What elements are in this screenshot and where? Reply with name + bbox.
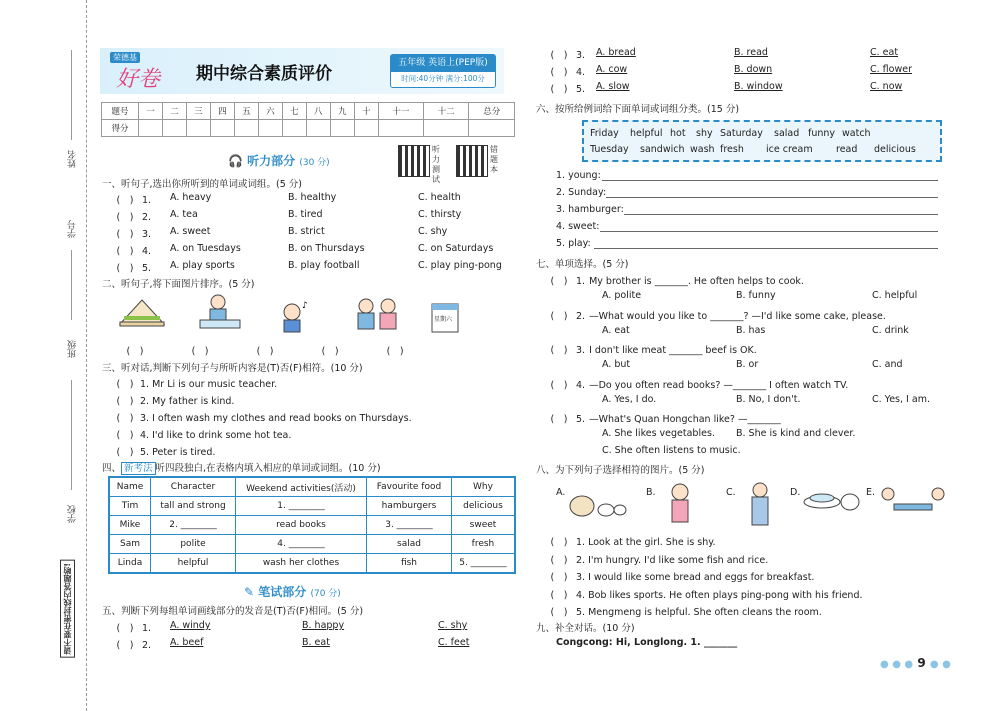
word-chip: fresh	[720, 144, 744, 155]
option-a[interactable]: A. She likes vegetables.	[602, 428, 715, 439]
table-cell: helpful	[151, 554, 236, 574]
qr-label: 听力测试	[432, 145, 440, 184]
question-number: 4.	[576, 67, 586, 78]
table-cell: tall and strong	[151, 497, 236, 516]
option-b[interactable]: B. happy	[302, 620, 345, 631]
fill-blank-cell[interactable]: 2. ________	[151, 516, 236, 535]
time-score: 时间:40分钟 满分:100分	[401, 74, 485, 83]
word-chip: Tuesday	[590, 144, 629, 155]
section-title: 六、按所给例词给下面单词或词组分类。(15 分)	[536, 104, 740, 115]
option-b[interactable]: B. window	[734, 81, 783, 92]
question-number: 5.	[142, 263, 152, 274]
option-a[interactable]: A. Yes, I do.	[602, 393, 657, 405]
score-cell: 得分	[102, 120, 139, 137]
column-header: Why	[451, 477, 515, 497]
listening-banner	[228, 152, 330, 169]
helpful-girl-picture	[738, 482, 782, 531]
score-input[interactable]	[162, 120, 186, 137]
option-b[interactable]: B. or	[736, 359, 759, 370]
answer-blank[interactable]: ( )	[550, 414, 568, 425]
answer-blank[interactable]: ( )	[550, 379, 568, 391]
writing-banner	[244, 583, 341, 600]
question-number: 5.	[576, 414, 586, 425]
word-chip: helpful	[630, 128, 663, 139]
score-cell: 一	[139, 103, 163, 120]
question-row	[112, 243, 494, 257]
question-number: 1.	[142, 623, 152, 634]
answer-blank[interactable]: ( )	[256, 346, 274, 357]
fish-rice-picture	[802, 482, 862, 515]
word-chip: wash	[690, 144, 715, 155]
question-number: 4.	[142, 246, 152, 257]
question-number: 4.	[576, 379, 586, 391]
writing-title: 笔试部分	[258, 585, 307, 599]
answer-blank[interactable]: ( )	[550, 276, 568, 287]
option-c[interactable]: C. on Saturdays	[418, 243, 494, 254]
word-chip: read	[836, 144, 858, 155]
score-input[interactable]	[424, 120, 469, 137]
word-chip: watch	[842, 128, 871, 139]
picture-label: A.	[556, 487, 566, 498]
table-cell: salad	[367, 535, 452, 554]
answer-blank[interactable]: ( )	[116, 229, 134, 240]
score-table	[101, 102, 515, 137]
answer-blank[interactable]: ( )	[191, 346, 209, 357]
score-input[interactable]	[186, 120, 210, 137]
option-c[interactable]: C. Yes, I am.	[872, 393, 930, 405]
word-chip: salad	[774, 128, 800, 139]
sentence-row	[546, 604, 822, 618]
table-cell: hamburgers	[367, 497, 452, 516]
question-number: 1.	[576, 276, 586, 287]
option-b[interactable]: B. No, I don't.	[736, 393, 801, 405]
answer-blank[interactable]: ( )	[550, 607, 568, 618]
page-number	[880, 656, 951, 670]
page-title: 期中综合素质评价	[196, 64, 332, 84]
option-a[interactable]: A. heavy	[170, 192, 212, 203]
score-input[interactable]	[282, 120, 306, 137]
section-number: 四、	[102, 463, 122, 474]
sentence-row	[546, 534, 716, 548]
fill-blank-cell[interactable]: 3. ________	[367, 516, 452, 535]
seal-note: 请不要在密封线内答题哟!	[60, 560, 75, 658]
option-c[interactable]: C. thirsty	[418, 209, 462, 220]
question-number: 1.	[142, 195, 152, 206]
exam-header	[100, 48, 504, 94]
activity-table	[108, 476, 516, 574]
sentence-row	[546, 552, 768, 566]
sentence-text: 1. Look at the girl. She is shy.	[576, 537, 716, 548]
answer-blank[interactable]: ( )	[550, 537, 568, 548]
school-label: 学校	[68, 505, 78, 523]
answer-blank[interactable]: ( )	[116, 263, 134, 274]
picture-label: E.	[866, 487, 876, 498]
statement-text: 2. My father is kind.	[140, 396, 235, 407]
answer-blank[interactable]: ( )	[321, 346, 339, 357]
option-b[interactable]: B. funny	[736, 290, 776, 301]
question-number: 5.	[576, 84, 586, 95]
word-chip: funny	[808, 128, 836, 139]
table-cell: Sam	[109, 535, 151, 554]
picture-label: C.	[726, 487, 736, 498]
score-input[interactable]	[234, 120, 258, 137]
score-cell: 八	[306, 103, 330, 120]
picture-label: D.	[790, 487, 801, 498]
option-c[interactable]: C. feet	[438, 637, 470, 648]
seal-line	[86, 0, 87, 711]
answer-line[interactable]	[594, 248, 938, 249]
qr-code-icon[interactable]	[398, 145, 430, 177]
score-input[interactable]	[306, 120, 330, 137]
section-title	[102, 460, 381, 474]
sentence-row	[546, 587, 863, 601]
dots-decoration: ● ● ●	[880, 659, 914, 670]
option-c[interactable]: C. now	[870, 81, 903, 92]
classify-label: 5. play:	[556, 238, 591, 249]
question-number: 2.	[576, 310, 586, 322]
answer-blank[interactable]: ( )	[550, 554, 568, 566]
answer-blank[interactable]: ( )	[116, 195, 134, 206]
option-c[interactable]: C. flower	[870, 64, 912, 75]
score-cell: 十一	[378, 103, 423, 120]
option-c[interactable]: C. health	[418, 192, 461, 203]
option-c[interactable]: C. shy	[438, 620, 468, 631]
fill-blank-cell[interactable]: 1. ________	[236, 497, 367, 516]
option-a[interactable]: A. windy	[170, 620, 211, 631]
table-cell: read books	[236, 516, 367, 535]
score-input[interactable]	[354, 120, 378, 137]
table-row	[109, 516, 515, 535]
question-row	[546, 411, 781, 425]
option-c[interactable]: C. shy	[418, 226, 448, 237]
answer-line[interactable]	[600, 231, 938, 232]
table-row	[109, 535, 515, 554]
score-input[interactable]	[378, 120, 423, 137]
answer-blank[interactable]: ( )	[116, 246, 134, 257]
column-header: Weekend activities(活动)	[236, 477, 367, 497]
statement-row	[112, 376, 277, 390]
question-text: My brother is _______. He often helps to cook.	[589, 276, 804, 287]
binding-margin	[0, 0, 96, 711]
student-desk-picture	[196, 292, 242, 335]
answer-blank[interactable]: ( )	[116, 212, 134, 223]
statement-row	[112, 444, 215, 458]
word-box	[582, 120, 942, 162]
singing-boy-picture	[272, 300, 312, 337]
question-text: —What would you like to _______? —I'd like some cake, please.	[589, 310, 886, 322]
class-blank	[71, 380, 72, 490]
sentence-text: 3. I would like some bread and eggs for breakfast.	[576, 572, 815, 583]
breakfast-picture	[568, 482, 628, 521]
option-c[interactable]: C. and	[872, 359, 903, 370]
word-chip: Friday	[590, 128, 619, 139]
word-chip: sandwich	[640, 144, 685, 155]
score-input[interactable]	[258, 120, 282, 137]
answer-blank[interactable]: ( )	[386, 346, 404, 357]
classify-label: 1. young:	[556, 170, 601, 181]
answer-line[interactable]	[602, 180, 938, 181]
option-a[interactable]: A. polite	[602, 290, 642, 301]
option-a[interactable]: A. cow	[596, 64, 628, 75]
question-number: 2.	[142, 640, 152, 651]
table-cell: polite	[151, 535, 236, 554]
option-b[interactable]: B. has	[736, 324, 766, 336]
question-row	[546, 377, 848, 391]
statement-row	[112, 410, 412, 424]
question-row	[546, 64, 912, 78]
column-header: Character	[151, 477, 236, 497]
answer-blank[interactable]: ( )	[550, 84, 568, 95]
option-c[interactable]: C. She often listens to music.	[602, 445, 741, 456]
statement-row	[112, 393, 234, 407]
table-cell: Mike	[109, 516, 151, 535]
answer-blank[interactable]: ( )	[550, 50, 568, 61]
answer-blank[interactable]: ( )	[126, 346, 144, 357]
score-cell: 九	[330, 103, 354, 120]
class-label: 班级	[68, 340, 78, 358]
option-b[interactable]: B. She is kind and clever.	[736, 428, 856, 439]
sentence-text: 2. I'm hungry. I'd like some fish and rice.	[576, 554, 769, 566]
table-cell: fish	[367, 554, 452, 574]
option-b[interactable]: B. healthy	[288, 192, 337, 203]
dialogue-line: Congcong: Hi, Longlong. 1. _______	[556, 637, 738, 648]
fill-blank-cell[interactable]: 4. ________	[236, 535, 367, 554]
grade-box	[390, 54, 496, 88]
section-text: 听四段独白,在表格内填入相应的单词或词组。(10 分)	[155, 463, 381, 474]
score-cell: 五	[234, 103, 258, 120]
section-title: 三、听对话,判断下列句子与所听内容是(T)否(F)相符。(10 分)	[102, 363, 363, 374]
question-row	[546, 308, 886, 322]
answer-blank[interactable]: ( )	[550, 67, 568, 78]
option-b[interactable]: B. eat	[302, 637, 330, 648]
option-a[interactable]: A. tea	[170, 209, 198, 220]
question-text: —What's Quan Hongchan like? —_______	[589, 414, 781, 425]
answer-blank[interactable]: ( )	[116, 640, 134, 651]
qr-code-icon[interactable]	[456, 145, 488, 177]
sentence-text: 5. Mengmeng is helpful. She often cleans the room.	[576, 607, 822, 618]
option-a[interactable]: A. bread	[596, 47, 636, 58]
qr-label: 错题本	[490, 145, 498, 174]
option-b[interactable]: B. on Thursdays	[288, 243, 365, 254]
name-label: 姓名	[68, 150, 78, 168]
score-header-row	[102, 103, 515, 120]
section-title: 八、为下列句子选择相符的图片。(5 分)	[536, 465, 705, 476]
id-label: 学号	[68, 220, 78, 238]
statement-text: 3. I often wash my clothes and read books on Thursdays.	[140, 413, 412, 424]
ping-pong-picture	[878, 482, 948, 525]
question-row	[112, 226, 448, 240]
question-row	[112, 620, 468, 634]
answer-blank[interactable]: ( )	[116, 430, 134, 441]
answer-blank[interactable]: ( )	[550, 572, 568, 583]
option-a[interactable]: A. eat	[602, 324, 630, 336]
question-row	[112, 260, 502, 274]
statement-row	[112, 427, 291, 441]
sentence-row	[546, 569, 814, 583]
picture-label: B.	[646, 487, 656, 498]
option-b[interactable]: B. strict	[288, 226, 325, 237]
question-text: —Do you often read books? —_______ I often watch TV.	[589, 379, 849, 391]
question-number: 2.	[142, 212, 152, 223]
word-chip: shy	[696, 128, 713, 139]
option-a[interactable]: A. slow	[596, 81, 630, 92]
option-b[interactable]: B. tired	[288, 209, 323, 220]
question-number: 3.	[142, 229, 152, 240]
score-cell: 七	[282, 103, 306, 120]
section-title: 一、听句子,选出你所听到的单词或词组。(5 分)	[102, 179, 302, 190]
table-cell: sweet	[451, 516, 515, 535]
listening-title: 听力部分	[247, 154, 296, 168]
word-chip: ice cream	[766, 144, 813, 155]
calendar-text: 星期六	[434, 316, 453, 323]
statement-text: 4. I'd like to drink some hot tea.	[140, 430, 292, 441]
headphone-icon: 🎧	[228, 154, 243, 168]
answer-blank[interactable]: ( )	[550, 589, 568, 601]
question-row	[546, 47, 899, 61]
score-cell: 六	[258, 103, 282, 120]
page-number-text: 9	[917, 656, 926, 670]
answer-line[interactable]	[624, 214, 938, 215]
option-a[interactable]: A. beef	[170, 637, 204, 648]
score-cell: 题号	[102, 103, 139, 120]
word-chip: hot	[670, 128, 686, 139]
section-title: 二、听句子,将下面图片排序。(5 分)	[102, 279, 255, 290]
table-cell: Tim	[109, 497, 151, 516]
answer-blank[interactable]: ( )	[116, 447, 134, 458]
option-a[interactable]: A. but	[602, 359, 631, 370]
question-row	[546, 81, 903, 95]
new-method-tag: 新考法	[121, 462, 156, 475]
logo-text: 好卷	[116, 67, 161, 92]
name-blank	[71, 50, 72, 140]
score-cell: 二	[162, 103, 186, 120]
option-b[interactable]: B. read	[734, 47, 768, 58]
answer-line[interactable]	[606, 197, 938, 198]
score-cell: 十	[354, 103, 378, 120]
score-cell: 十二	[424, 103, 469, 120]
answer-blank[interactable]: ( )	[116, 623, 134, 634]
table-cell: delicious	[451, 497, 515, 516]
column-header: Favourite food	[367, 477, 452, 497]
classify-label: 2. Sunday:	[556, 187, 607, 198]
word-chip: Saturday	[720, 128, 763, 139]
section-title: 五、判断下列每组单词画线部分的发音是(T)否(F)相同。(5 分)	[102, 606, 364, 617]
question-number: 3.	[576, 50, 586, 61]
answer-blank[interactable]: ( )	[550, 310, 568, 322]
table-cell: wash her clothes	[236, 554, 367, 574]
table-row	[109, 497, 515, 516]
two-kids-picture	[352, 296, 402, 335]
sentence-text: 4. Bob likes sports. He often plays ping-pong with his friend.	[576, 589, 863, 601]
section-title: 九、补全对话。(10 分)	[536, 623, 635, 634]
option-a[interactable]: A. play sports	[170, 260, 235, 271]
brand-logo	[106, 50, 176, 90]
listening-points: (30 分)	[299, 158, 330, 168]
table-row	[109, 554, 515, 574]
score-input[interactable]	[139, 120, 163, 137]
question-row	[112, 209, 462, 223]
score-input[interactable]	[210, 120, 234, 137]
answer-blank[interactable]: ( )	[116, 413, 134, 424]
option-c[interactable]: C. play ping-pong	[418, 260, 502, 271]
option-a[interactable]: A. on Tuesdays	[170, 243, 241, 254]
score-cell: 三	[186, 103, 210, 120]
answer-blank[interactable]: ( )	[116, 396, 134, 407]
grade-label: 五年级 英语上(PEP版)	[391, 55, 495, 72]
question-row	[112, 192, 461, 206]
section-title: 七、单项选择。(5 分)	[536, 259, 629, 270]
question-text: I don't like meat _______ beef is OK.	[589, 345, 757, 356]
shy-girl-picture	[658, 482, 702, 529]
word-chip: delicious	[874, 144, 916, 155]
question-row	[546, 273, 804, 287]
option-c[interactable]: C. drink	[872, 324, 909, 336]
writing-points: (70 分)	[310, 589, 341, 599]
answer-blank[interactable]: ( )	[550, 345, 568, 356]
option-b[interactable]: B. down	[734, 64, 773, 75]
option-c[interactable]: C. helpful	[872, 290, 918, 301]
sandwich-picture	[118, 296, 166, 331]
table-header-row	[109, 477, 515, 497]
score-input[interactable]	[330, 120, 354, 137]
calendar-picture	[430, 300, 460, 337]
table-cell: Linda	[109, 554, 151, 574]
question-row	[546, 342, 757, 356]
statement-text: 5. Peter is tired.	[140, 447, 216, 458]
table-cell: fresh	[451, 535, 515, 554]
score-input[interactable]	[469, 120, 515, 137]
score-value-row	[102, 120, 515, 137]
classify-label: 4. sweet:	[556, 221, 600, 232]
statement-text: 1. Mr Li is our music teacher.	[140, 379, 278, 390]
question-row	[112, 637, 470, 651]
score-cell: 四	[210, 103, 234, 120]
fill-blank-cell[interactable]: 5. ________	[451, 554, 515, 574]
pencil-icon: ✎	[244, 585, 255, 599]
dots-decoration: ● ●	[929, 659, 951, 670]
question-number: 3.	[576, 345, 586, 356]
id-blank	[71, 250, 72, 320]
answer-row	[122, 343, 408, 357]
option-b[interactable]: B. play football	[288, 260, 360, 271]
column-header: Name	[109, 477, 151, 497]
answer-blank[interactable]: ( )	[116, 379, 134, 390]
option-a[interactable]: A. sweet	[170, 226, 211, 237]
brand-tag: 荣德基	[110, 52, 140, 63]
option-c[interactable]: C. eat	[870, 47, 899, 58]
score-cell: 总分	[469, 103, 515, 120]
classify-label: 3. hamburger:	[556, 204, 624, 215]
svg-text:♪: ♪	[302, 301, 308, 311]
